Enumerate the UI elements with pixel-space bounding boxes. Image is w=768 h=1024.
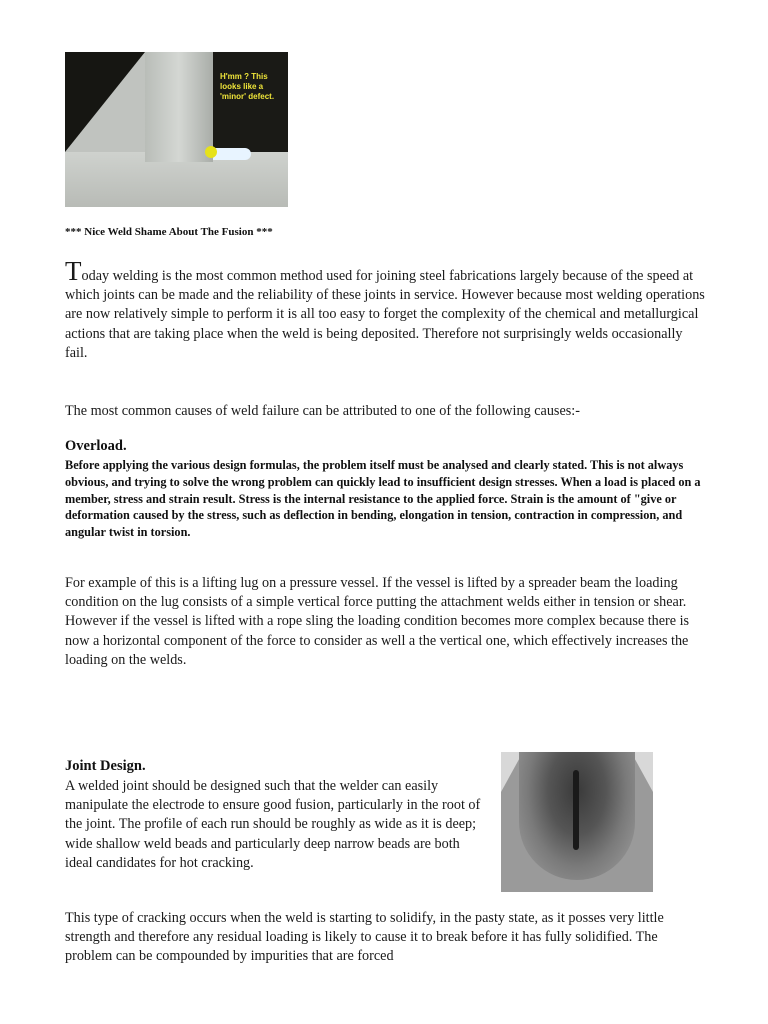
- joint-design-text: A welded joint should be designed such that the welder can easily manipulate the electrode to ensure good fusion, particularly in the root of the joint. The profile of each run should be roughly as wide as it is deep; wide shallow weld beads and particularly deep narrow beads are both ideal candidates for hot cracking.: [65, 778, 481, 871]
- overload-example: For example of this is a lifting lug on a pressure vessel. If the vessel is lifted by a spreader beam the loading condition on the lug consists of a simple vertical force putting the attachment welds either in tension or shear. However if the vessel is lifted with a rope sling the loading condition becomes more complex because there is now a horizontal component of the force to consider as well a the vertical one, which effectively increases the loading on the welds.: [65, 575, 690, 668]
- joint-design-heading: Joint Design.: [65, 758, 146, 774]
- weld-defect-photo: [65, 52, 288, 207]
- intro-paragraph: [65, 256, 705, 363]
- overload-heading: Overload.: [65, 438, 127, 454]
- photo-annotation: H'mm ? This looks like a 'minor' defect.: [220, 72, 275, 101]
- fillet-weld: [65, 52, 145, 152]
- upright-plate: [145, 52, 213, 162]
- weld-cross-section-photo: [501, 752, 653, 892]
- intro-text: oday welding is the most common method used for joining steel fabrications largely because of the speed at which joints can be made and the reliability of these joints in service. However because most welding operations are now relatively simple to perform it is all too easy to forget the complexity of the chemical and metallurgical actions that are taking place when the weld is being deposited. Therefore not surprisingly welds occasionally fail.: [65, 268, 705, 361]
- cracking-paragraph: This type of cracking occurs when the weld is starting to solidify, in the pasty state, as it posses very little strength and therefore any residual loading is likely to cause it to break before it has fully solidified. The problem can be compounded by impurities that are forced: [65, 910, 664, 965]
- figure-caption: *** Nice Weld Shame About The Fusion ***: [65, 226, 273, 238]
- centerline-crack: [573, 770, 579, 850]
- defect-marker: [205, 146, 217, 158]
- overload-bold-text: Before applying the various design formulas, the problem itself must be analysed and clearly stated. This is not always obvious, and trying to solve the wrong problem can quickly lead to insufficient design stresses. When a load is placed on a member, stress and strain result. Stress is the internal resistance to the applied force. Strain is the amount of "give or deformation caused by the stress, such as deflection in bending, elongation in tension, contraction in compression, and angular twist in torsion.: [65, 458, 701, 540]
- causes-intro: The most common causes of weld failure can be attributed to one of the following causes:-: [65, 403, 580, 419]
- drop-cap: T: [65, 256, 82, 286]
- fusion-defect: [213, 148, 251, 160]
